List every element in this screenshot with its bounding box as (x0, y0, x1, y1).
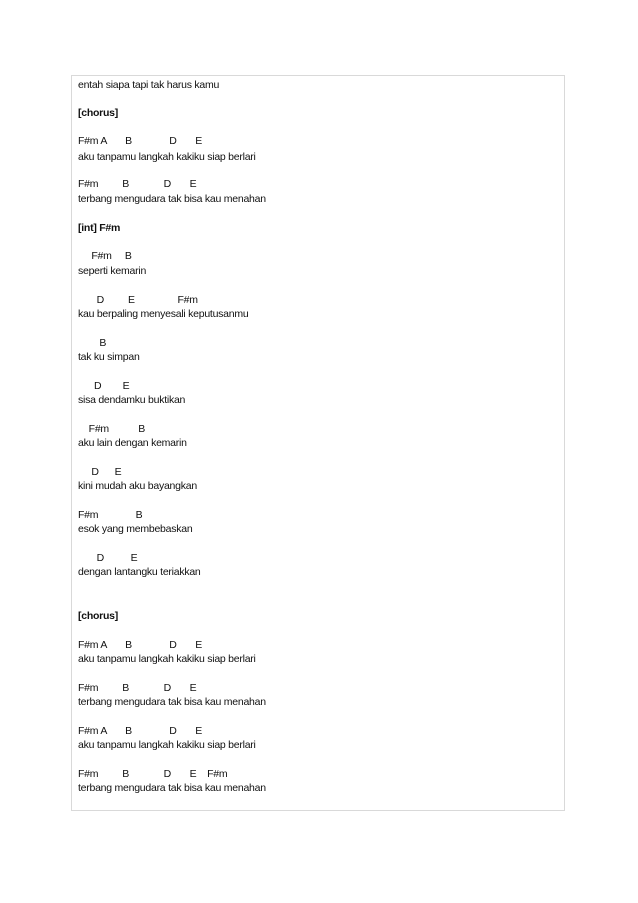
lyric-line: sisa dendamku buktikan (78, 394, 186, 406)
chord-line: F#m B D E (78, 682, 197, 694)
lyric-line: kini mudah aku bayangkan (78, 480, 197, 492)
chord-line: F#m B D E (78, 178, 197, 190)
lyric-line: dengan lantangku teriakkan (78, 566, 201, 578)
lyric-line: aku tanpamu langkah kakiku siap berlari (78, 653, 256, 665)
chord-line: F#m B D E F#m (78, 768, 228, 780)
lyric-line: tak ku simpan (78, 351, 140, 363)
lyric-line: terbang mengudara tak bisa kau menahan (78, 696, 266, 708)
chord-line: F#m A B D E (78, 135, 203, 147)
chord-line: B (78, 337, 107, 349)
chord-line: D E (78, 466, 122, 478)
chord-line: D E (78, 552, 138, 564)
section-heading-intro: [int] F#m (78, 222, 121, 234)
lyric-line: terbang mengudara tak bisa kau menahan (78, 193, 266, 205)
chord-line: D E (78, 380, 130, 392)
section-heading-chorus: [chorus] (78, 610, 118, 622)
chord-line: F#m A B D E (78, 639, 203, 651)
chord-line: F#m B (78, 250, 132, 262)
chord-line: F#m B (78, 509, 143, 521)
lyric-line: kau berpaling menyesali keputusanmu (78, 308, 249, 320)
lyric-line: aku tanpamu langkah kakiku siap berlari (78, 739, 256, 751)
lyric-line: esok yang membebaskan (78, 523, 193, 535)
chord-line: D E F#m (78, 294, 198, 306)
section-heading-chorus: [chorus] (78, 107, 118, 119)
chord-line: F#m B (78, 423, 146, 435)
lyric-line: terbang mengudara tak bisa kau menahan (78, 782, 266, 794)
chord-line: F#m A B D E (78, 725, 203, 737)
lyric-line: entah siapa tapi tak harus kamu (78, 79, 220, 91)
lyric-line: seperti kemarin (78, 265, 147, 277)
lyric-line: aku lain dengan kemarin (78, 437, 187, 449)
lyric-line: aku tanpamu langkah kakiku siap berlari (78, 151, 256, 163)
